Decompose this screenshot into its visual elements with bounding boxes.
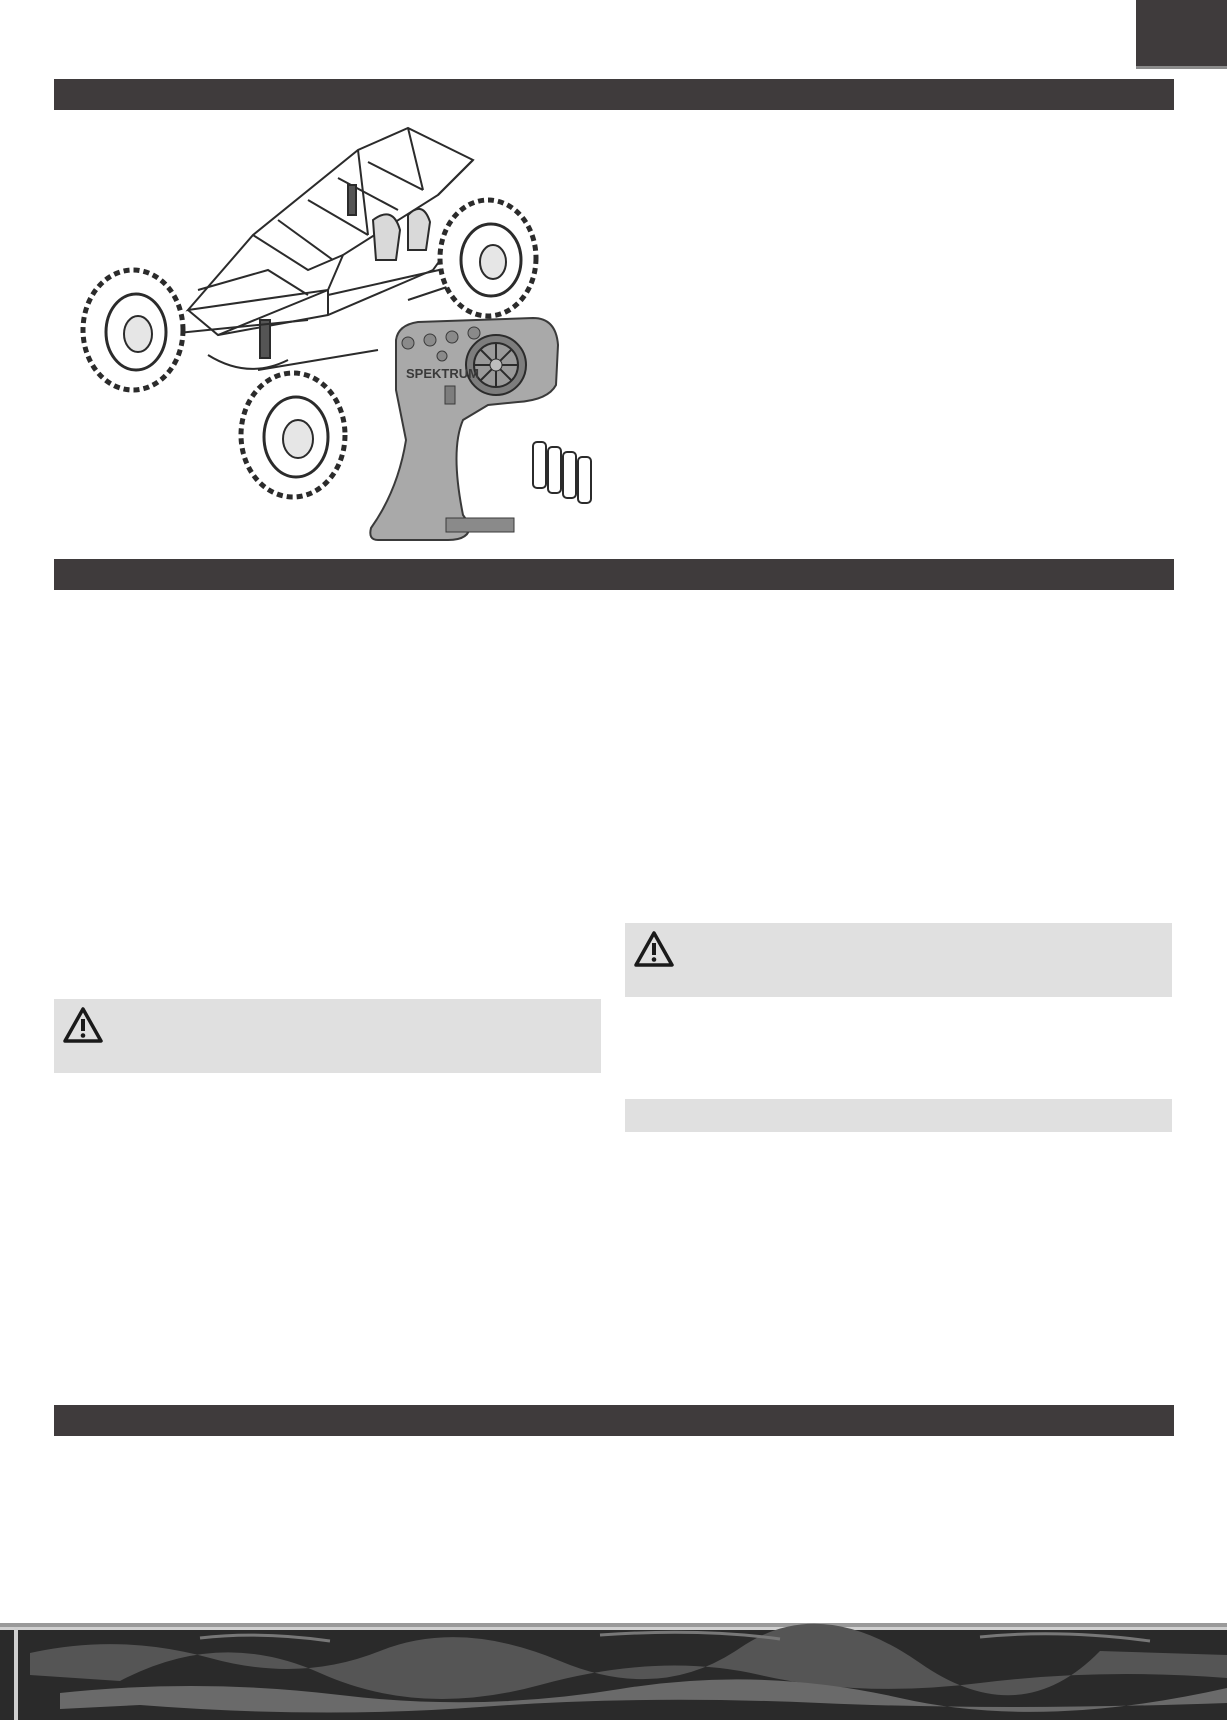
warning-box-left xyxy=(54,999,601,1073)
tire-rear-left xyxy=(440,200,536,316)
aa-batteries xyxy=(533,442,591,503)
section-header-box-contents xyxy=(54,79,1174,110)
tire-front-left xyxy=(83,270,183,390)
spektrum-transmitter xyxy=(370,318,558,540)
section-header-middle xyxy=(54,559,1174,590)
footer-terrain-banner xyxy=(0,1623,1227,1720)
warning-triangle-icon xyxy=(633,930,675,968)
box-contents-illustration xyxy=(78,120,608,550)
warning-box-right xyxy=(625,923,1172,997)
tire-front-right xyxy=(241,373,345,497)
warning-triangle-icon xyxy=(62,1006,104,1044)
note-bar xyxy=(625,1099,1172,1132)
transmitter-brand-label: SPEKTRUM xyxy=(406,366,479,381)
section-header-bottom xyxy=(54,1405,1174,1436)
page-corner-tab-shadow xyxy=(1136,66,1227,69)
page-corner-tab xyxy=(1136,0,1227,66)
